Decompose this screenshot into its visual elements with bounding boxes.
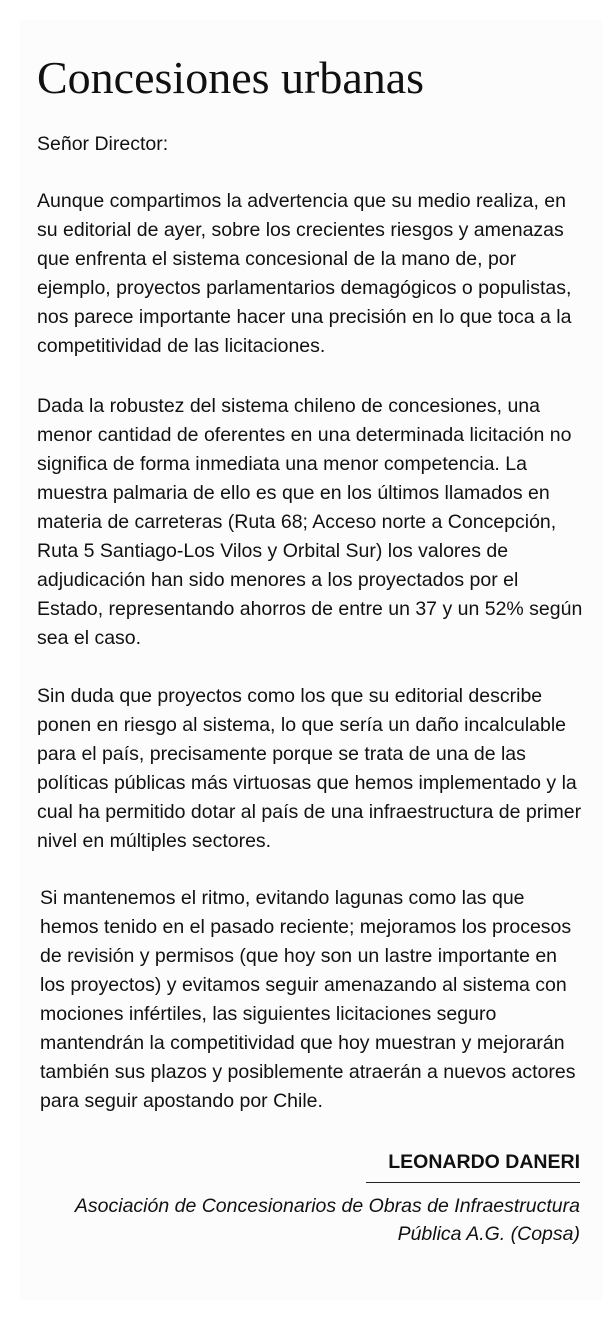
body-paragraph-4: Si mantenemos el ritmo, evitando lagunas como las que hemos tenido en el pasado reciente; mejoramos los procesos de revisión y permisos (que hoy son un lastre importante en los proyectos) y evitamos seguir amenazando al sistema con mociones infértiles, las siguientes licitaciones seguro mantendrán la competitividad que hoy muestran y mejorarán también sus plazos y posiblemente atraerán a nuevos actores para seguir apostando por Chile. <box>40 887 576 1112</box>
article-title: Concesiones urbanas <box>37 52 425 103</box>
letter-greeting: Señor Director: <box>37 133 169 155</box>
body-paragraph-3: Sin duda que proyectos como los que su editorial describe ponen en riesgo al sistema, lo que sería un daño incalculable para el país, precisamente porque se trata de una de las políticas públicas más virtuosas que hemos implementado y la cual ha permitido dotar al país de una infraestructura de primer nivel en múltiples sectores. <box>37 685 582 852</box>
body-paragraph-2: Dada la robustez del sistema chileno de concesiones, una menor cantidad de oferentes en una determinada licitación no significa de forma inmediata una menor competencia. La muestra palmaria de ello es que en los últimos llamados en materia de carreteras (Ruta 68; Acceso norte a Concepción, Ruta 5 Santiago-Los Vilos y Orbital Sur) los valores de adjudicación han sido menores a los proyectados por el Estado, representando ahorros de entre un 37 y un 52% según sea el caso. <box>37 395 583 649</box>
signature-divider <box>366 1182 580 1183</box>
author-name: LEONARDO DANERI <box>388 1151 580 1173</box>
body-paragraph-1: Aunque compartimos la advertencia que su medio realiza, en su editorial de ayer, sobre los crecientes riesgos y amenazas que enfrenta el sistema concesional de la mano de, por ejemplo, proyectos parlamentarios demagógicos o populistas, nos parece importante hacer una precisión en lo que toca a la competitividad de las licitaciones. <box>37 190 572 357</box>
affiliation-line-2: Pública A.G. (Copsa) <box>397 1223 580 1245</box>
affiliation-line-1: Asociación de Concesionarios de Obras de Infraestructura <box>74 1195 580 1217</box>
author-affiliation <box>40 1192 580 1248</box>
